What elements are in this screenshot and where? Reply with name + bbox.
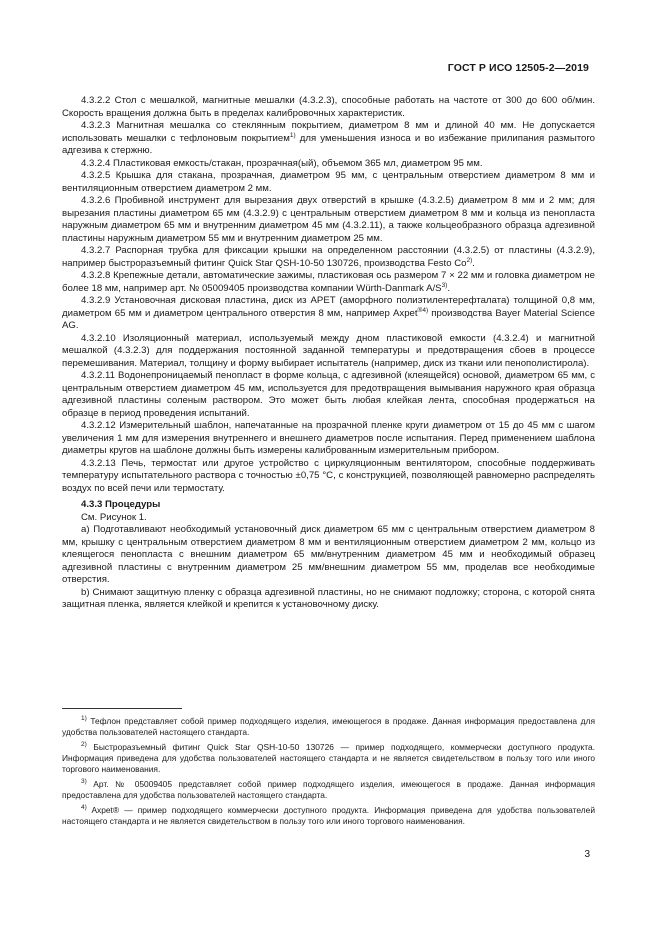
body-text — [62, 95, 595, 612]
procedure-step-a: а) Подготавливают необходимый установочный диск диаметром 65 мм с центральным отверстием диаметром 8 мм, крышку с центральным отверстием диаметром 8 мм и вентиляционным отверстием диаметром 2 мм, кольцо из клеящегося пенопласта с внешним диаметром 65 мм/внутренним диаметром 45 мм и необходимый образец адгезивной пластины с внутренним диаметром 25 мм/внешним диаметром 55 мм, проделав все необходимые отверстия. — [62, 524, 595, 585]
footnote-ref: 2) — [466, 256, 473, 264]
clause-4-3-2-2: 4.3.2.2 Стол с мешалкой, магнитные мешалки (4.3.2.3), способные работать на частоте от 300 до 600 об/мин. Скорость вращения должна быть в пределах калибровочных характеристик. — [62, 95, 595, 119]
footnote-4 — [62, 805, 595, 827]
clause-4-3-2-5: 4.3.2.5 Крышка для стакана, прозрачная, диаметром 95 мм, с центральным отверстием диаметром 8 мм и вентиляционным отверстием диаметром 2 мм. — [62, 170, 595, 194]
clause-text: производства Bayer Material Science AG. — [62, 307, 596, 331]
footnote-ref: ®4) — [417, 306, 429, 314]
clause-4-3-2-12: 4.3.2.12 Измерительный шаблон, напечатанные на прозрачной пленке круги диаметром от 15 до 45 мм с шагом увеличения 1 мм для измерения внутреннего и внешнего диаметров после испытания. Перед применением шаблона диаметры кругов на шаблоне должны быть измерены калиброванным измерительным прибором. — [62, 420, 595, 456]
footnotes — [62, 716, 595, 831]
clause-4-3-2-3 — [62, 120, 595, 158]
procedure-step-b: b) Снимают защитную пленку с образца адгезивной пластины, но не снимают подложку; сторона, с которой снята защитная пленка, является клейкой и крепится к установочному диску. — [62, 586, 595, 610]
clause-4-3-2-9 — [62, 295, 595, 333]
footnote-mark: 4) — [81, 804, 87, 811]
clause-text: 4.3.2.8 Крепежные детали, автоматические зажимы, пластиковая ось размером 7 × 22 мм и головка диаметром не более 18 мм, например арт. № 05009405 производства компании Würth-Danmark A/S — [62, 270, 595, 294]
footnote-mark: 1) — [81, 715, 87, 722]
clause-text: для уменьшения износа и во избежание прилипания размытого адгезива к стержню. — [62, 132, 595, 156]
footnote-text: Арт. № 05009405 представляет собой пример подходящего изделия, имеющегося в продаже. Данная информация предоставлена для удобства пользователей настоящего стандарта. — [62, 779, 595, 800]
footnote-mark: 2) — [81, 741, 87, 748]
clause-4-3-2-7 — [62, 245, 595, 270]
clause-text: . — [447, 282, 451, 294]
clause-text: 4.3.2.3 Магнитная мешалка со стеклянным покрытием, диаметром 8 мм и длиной 40 мм. Не допускается использовать мешалки с тефлоновым покрытием — [62, 120, 595, 144]
clause-text: 4.3.2.9 Установочная дисковая пластина, диск из APET (аморфного полиэтилентерефталата) толщиной 0,8 мм, диаметром 65 мм и диаметром центрального отверстия 8 мм, например Axpet — [62, 295, 595, 319]
page-number: 3 — [584, 849, 590, 860]
section-heading: 4.3.3 Процедуры — [81, 499, 161, 510]
clause-4-3-2-11: 4.3.2.11 Водонепроницаемый пенопласт в форме кольца, с адгезивной (клеящейся) основой, диаметром 65 мм, с центральным отверстием диаметром 45 мм, используется для предотвращения вымывания наружного края образца адгезивной пластины соленым раствором. Это может быть любая клейкая лента, способная продержаться на образце в период проведения испытаний. — [62, 370, 595, 419]
footnote-mark: 3) — [81, 778, 87, 785]
clause-4-3-2-8 — [62, 270, 595, 295]
footnote-text: Axpet® — пример подходящего коммерчески доступного продукта. Информация приведена для удобства пользователей настоящего стандарта и не является свидетельством в пользу того или иного торгового наименования. — [62, 805, 595, 826]
clause-4-3-2-4: 4.3.2.4 Пластиковая емкость/стакан, прозрачная(ый), объемом 365 мл, диаметром 95 мм. — [81, 157, 483, 169]
figure-reference: См. Рисунок 1. — [81, 511, 147, 523]
footnote-separator — [62, 708, 182, 709]
clause-4-3-2-6: 4.3.2.6 Пробивной инструмент для вырезания двух отверстий в крышке (4.3.2.5) диаметром 8 мм и 2 мм; для вырезания пластины диаметром 65 мм (4.3.2.9) с центральным отверстием диаметром 8 мм и кольца из пенопласта наружным диаметром 65 мм и внутренним диаметром 45 мм (4.3.2.11), а также кольцеобразного образца адгезивной пластины наружным диаметром 55 мм и внутренним диаметром 25 мм. — [62, 195, 595, 244]
document-header: ГОСТ Р ИСО 12505-2—2019 — [447, 62, 589, 74]
footnote-text: Быстроразъемный фитинг Quick Star QSH-10-50 130726 — пример подходящего, коммерчески доступного продукта. Информация приведена для удобства пользователей настоящего стандарта и не является свидетельством в пользу того или иного торгового наименования. — [62, 742, 595, 774]
footnote-text: Тефлон представляет собой пример подходящего изделия, имеющегося в продаже. Данная информация предоставлена для удобства пользователей настоящего стандарта. — [62, 716, 595, 737]
footnote-3 — [62, 779, 595, 801]
footnote-1 — [62, 716, 595, 738]
clause-4-3-2-10: 4.3.2.10 Изоляционный материал, используемый между дном пластиковой емкости (4.3.2.4) и магнитной мешалкой (4.3.2.3) для поддержания постоянной заданной температуры и предотвращения сбоев в процессе перемешивания. Материал, толщину и форму выбирает испытатель (например, диск из ткани или пенополистирола). — [62, 332, 595, 369]
footnote-ref: 1) — [289, 131, 296, 139]
footnote-ref: 3) — [441, 281, 448, 289]
clause-text: 4.3.2.7 Распорная трубка для фиксации крышки на определенном расстоянии (4.3.2.5) от пластины (4.3.2.9), например быстроразъемный фитинг Quick Star QSH-10-50 130726, производства Festo Co — [62, 245, 595, 269]
clause-4-3-2-13: 4.3.2.13 Печь, термостат или другое устройство с циркуляционным вентилятором, способные поддерживать температуру испытательного раствора с точностью ±0,75 °С, с конструкцией, позволяющей равномерно распределять воздух по всей печи или термостату. — [62, 457, 595, 494]
clause-text: . — [472, 257, 475, 269]
footnote-2 — [62, 742, 595, 775]
